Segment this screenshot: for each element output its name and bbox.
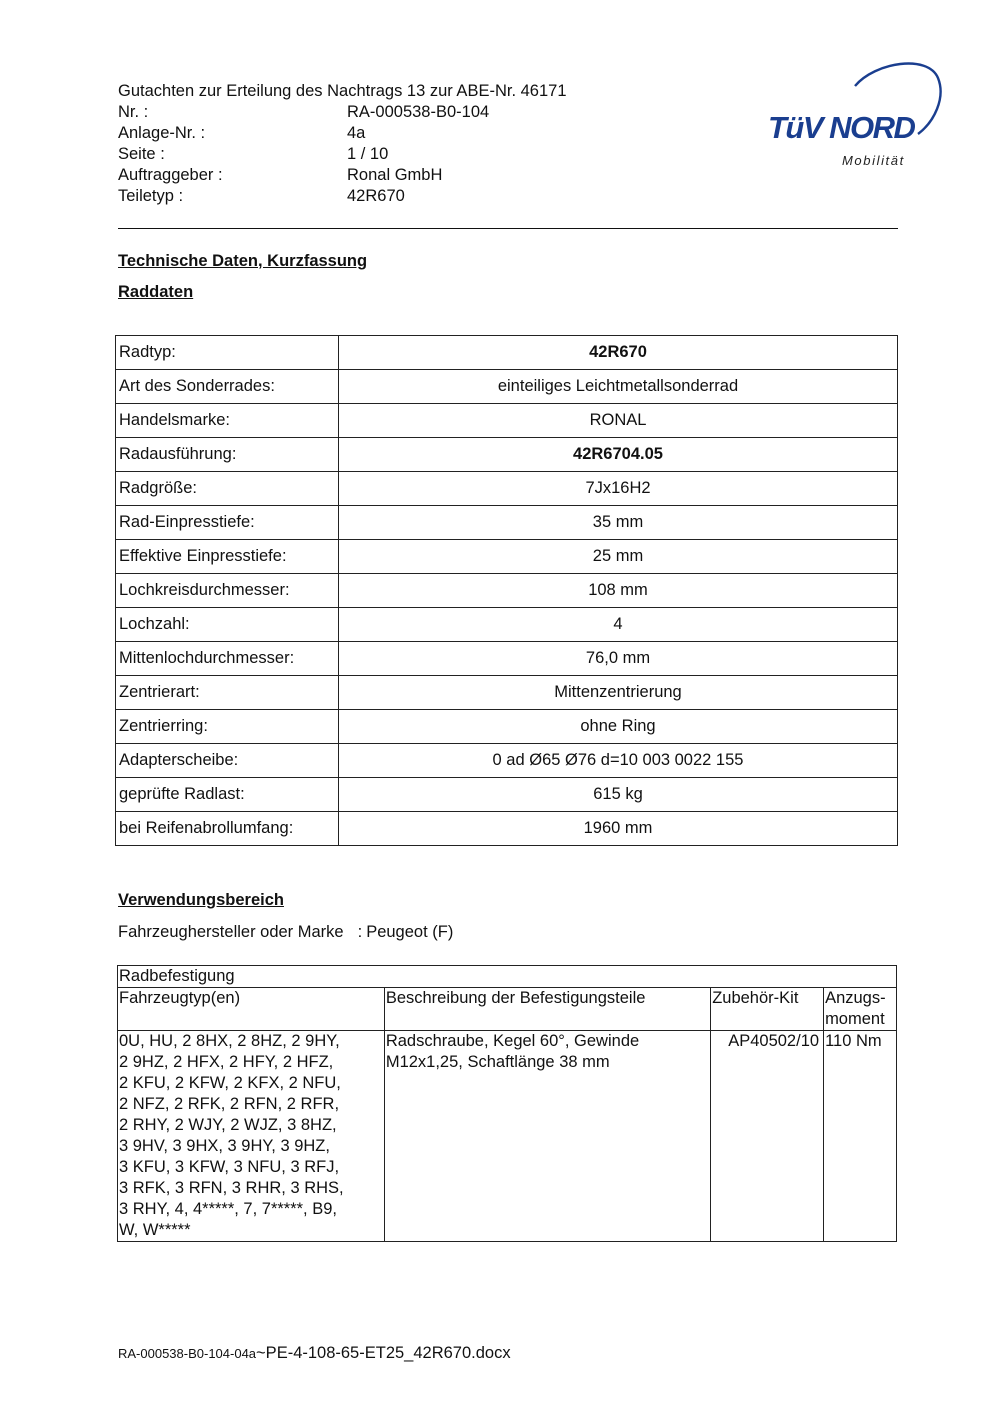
spec-value: 0 ad Ø65 Ø76 d=10 003 0022 155 bbox=[339, 744, 898, 778]
spec-label: Zentrierart: bbox=[116, 676, 339, 710]
spec-row bbox=[116, 574, 898, 608]
document-header bbox=[118, 81, 567, 207]
spec-row bbox=[116, 744, 898, 778]
header-description: Beschreibung der Befestigungsteile bbox=[384, 988, 710, 1031]
wheel-data-table bbox=[115, 335, 898, 846]
header-torque: Anzugs- moment bbox=[824, 988, 897, 1031]
spec-label: Lochkreisdurchmesser: bbox=[116, 574, 339, 608]
manufacturer-value: Peugeot (F) bbox=[366, 923, 454, 941]
meta-value: 42R670 bbox=[347, 187, 405, 205]
vehicle-types-cell: 0U, HU, 2 8HX, 2 8HZ, 2 9HY, 2 9HZ, 2 HFX, 2 HFY, 2 HFZ, 2 KFU, 2 KFW, 2 KFX, 2 NFU, 2 NFZ, 2 RFK, 2 RFN, 2 RFR, 2 RHY, 2 WJY, 2 WJZ, 3 8HZ, 3 9HV, 3 9HX, 3 9HY, 3 9HZ, 3 KFU, 3 KFW, 3 NFU, 3 RFJ, 3 RFK, 3 RFN, 3 RHR, 3 RHS, 3 RHY, 4, 4*****, 7, 7*****, B9, W, W***** bbox=[118, 1031, 385, 1242]
spec-row bbox=[116, 642, 898, 676]
spec-value: 4 bbox=[339, 608, 898, 642]
spec-row bbox=[116, 472, 898, 506]
meta-value: 4a bbox=[347, 124, 366, 142]
spec-label: Radausführung: bbox=[116, 438, 339, 472]
spec-row bbox=[116, 812, 898, 846]
spec-value: 7Jx16H2 bbox=[339, 472, 898, 506]
spec-label: Lochzahl: bbox=[116, 608, 339, 642]
section-heading-usage: Verwendungsbereich bbox=[118, 891, 284, 909]
section-heading-wheel: Raddaten bbox=[118, 283, 194, 301]
spec-label: Effektive Einpresstiefe: bbox=[116, 540, 339, 574]
spec-row bbox=[116, 336, 898, 370]
meta-row bbox=[118, 165, 567, 186]
spec-value: ohne Ring bbox=[339, 710, 898, 744]
description-cell: Radschraube, Kegel 60°, Gewinde M12x1,25, Schaftlänge 38 mm bbox=[384, 1031, 710, 1242]
report-meta bbox=[118, 102, 567, 207]
logo-subtitle: Mobilität bbox=[842, 153, 905, 168]
spec-row bbox=[116, 676, 898, 710]
spec-value: 108 mm bbox=[339, 574, 898, 608]
spec-row bbox=[116, 438, 898, 472]
spec-value: 42R670 bbox=[339, 336, 898, 370]
footer-doc-id: RA-000538-B0-104-04a bbox=[118, 1346, 257, 1361]
spec-row bbox=[116, 710, 898, 744]
spec-value: 76,0 mm bbox=[339, 642, 898, 676]
torque-cell: 110 Nm bbox=[824, 1031, 897, 1242]
spec-row bbox=[116, 540, 898, 574]
footer-filename: ~PE-4-108-65-ET25_42R670.docx bbox=[256, 1344, 511, 1362]
spec-label: Rad-Einpresstiefe: bbox=[116, 506, 339, 540]
section-heading-technical: Technische Daten, Kurzfassung bbox=[118, 252, 368, 270]
spec-row bbox=[116, 608, 898, 642]
fixing-title: Radbefestigung bbox=[118, 966, 897, 988]
manufacturer-label: Fahrzeughersteller oder Marke bbox=[118, 923, 344, 941]
meta-row bbox=[118, 123, 567, 144]
spec-value: 35 mm bbox=[339, 506, 898, 540]
spec-label: bei Reifenabrollumfang: bbox=[116, 812, 339, 846]
manufacturer-line bbox=[118, 923, 453, 942]
spec-value: Mittenzentrierung bbox=[339, 676, 898, 710]
spec-label: Handelsmarke: bbox=[116, 404, 339, 438]
accessory-kit-cell: AP40502/10 bbox=[711, 1031, 824, 1242]
meta-value: 1 / 10 bbox=[347, 145, 389, 163]
meta-value: Ronal GmbH bbox=[347, 166, 443, 184]
spec-value: RONAL bbox=[339, 404, 898, 438]
spec-label: Radgröße: bbox=[116, 472, 339, 506]
report-title: Gutachten zur Erteilung des Nachtrags 13 zur ABE-Nr. 46171 bbox=[118, 82, 567, 100]
spec-label: Zentrierring: bbox=[116, 710, 339, 744]
document-footer bbox=[118, 1344, 511, 1363]
meta-row bbox=[118, 144, 567, 165]
spec-label: Art des Sonderrades: bbox=[116, 370, 339, 404]
fixing-header-row bbox=[118, 988, 897, 1031]
tuv-nord-logo bbox=[760, 56, 950, 176]
header-vehicle-types: Fahrzeugtyp(en) bbox=[118, 988, 385, 1031]
spec-value: 615 kg bbox=[339, 778, 898, 812]
spec-label: geprüfte Radlast: bbox=[116, 778, 339, 812]
meta-label: Auftraggeber : bbox=[118, 166, 223, 184]
meta-label: Teiletyp : bbox=[118, 187, 184, 205]
meta-row bbox=[118, 186, 567, 207]
fixing-title-row bbox=[118, 966, 897, 988]
meta-value: RA-000538-B0-104 bbox=[347, 103, 490, 121]
spec-row bbox=[116, 370, 898, 404]
spec-label: Radtyp: bbox=[116, 336, 339, 370]
wheel-fixing-table bbox=[117, 965, 897, 1242]
spec-value: einteiliges Leichtmetallsonderrad bbox=[339, 370, 898, 404]
spec-value: 25 mm bbox=[339, 540, 898, 574]
manufacturer-separator: : bbox=[357, 923, 363, 941]
meta-label: Nr. : bbox=[118, 103, 149, 121]
header-divider bbox=[118, 228, 898, 229]
spec-row bbox=[116, 506, 898, 540]
spec-row bbox=[116, 404, 898, 438]
logo-wordmark: TüV NORD bbox=[768, 110, 915, 145]
meta-label: Anlage-Nr. : bbox=[118, 124, 206, 142]
spec-label: Adapterscheibe: bbox=[116, 744, 339, 778]
spec-row bbox=[116, 778, 898, 812]
spec-value: 42R6704.05 bbox=[339, 438, 898, 472]
header-accessory-kit: Zubehör-Kit bbox=[711, 988, 824, 1031]
meta-row bbox=[118, 102, 567, 123]
fixing-row bbox=[118, 1031, 897, 1242]
spec-value: 1960 mm bbox=[339, 812, 898, 846]
spec-label: Mittenlochdurchmesser: bbox=[116, 642, 339, 676]
meta-label: Seite : bbox=[118, 145, 165, 163]
